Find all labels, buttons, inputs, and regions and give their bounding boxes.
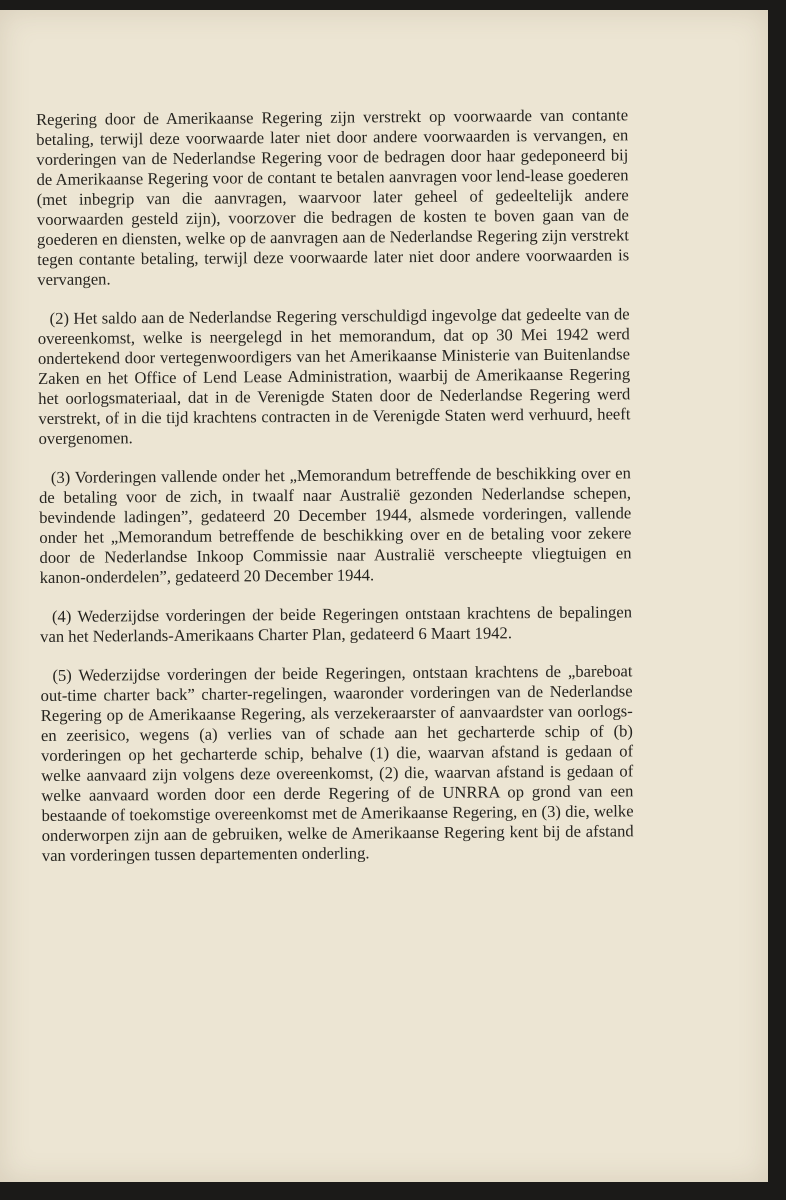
paragraph-2: (2) Het saldo aan de Nederlandse Regering verschuldigd ingevolge dat gedeelte van de overeenkomst, welke is neergelegd in het memorandum, dat op 30 Mei 1942 werd ondertekend door vertegenwoordigers van het Amerikaanse Ministerie van Buitenlandse Zaken en het Office of Lend Lease Administration, waarbij de Amerikaanse Regering het oorlogsmateriaal, dat in de Verenigde Staten door de Nederlandse Regering werd verstrekt, of in die tijd krachtens contracten in de Verenigde Staten werd verhuurd, heeft overgenomen.: [37, 304, 631, 448]
paragraph-3: (3) Vorderingen vallende onder het „Memorandum betreffende de beschikking over en de betaling voor de zich, in twaalf naar Australië gezonden Nederlandse schepen, bevindende ladingen”, gedateerd 20 December 1944, alsmede vorderingen, vallende onder het „Memorandum betreffende de beschikking over en de betaling voor zekere door de Nederlandse Inkoop Commissie naar Australië verscheepte vliegtuigen en kanon-onderdelen”, gedateerd 20 December 1944.: [38, 463, 632, 587]
document-text: [36, 105, 634, 885]
paragraph-4: (4) Wederzijdse vorderingen der beide Regeringen ontstaan krachtens de bepalingen van het Nederlands-Amerikaans Charter Plan, gedateerd 6 Maart 1942.: [40, 602, 633, 646]
document-page: [0, 10, 768, 1182]
paragraph-5: (5) Wederzijdse vorderingen der beide Regeringen, ontstaan krachtens de „bareboat out-time charter back” charter-regelingen, waaronder vorderingen van de Nederlandse Regering op de Amerikaanse Regering, als verzekeraarster of aanvaardster van oorlogs- en zeerisico, wegens (a) verlies van of schade aan het gecharterde schip of (b) vorderingen op het gecharterde schip, behalve (1) die, waarvan afstand is gedaan of welke aanvaard zijn volgens deze overeenkomst, (2) die, waarvan afstand is gedaan of welke aanvaard worden door een derde Regering of de UNRRA op grond van een bestaande of toekomstige overeenkomst met de Amerikaanse Regering, en (3) die, welke onderworpen zijn aan de gebruiken, welke de Amerikaanse Regering kent bij de afstand van vorderingen tussen departementen onderling.: [40, 661, 634, 865]
paragraph-continuation: Regering door de Amerikaanse Regering zijn verstrekt op voorwaarde van contante betaling, terwijl deze voorwaarde later niet door andere voorwaarden is vervangen, en vorderingen van de Nederlandse Regering voor de bedragen door haar gedeponeerd bij de Amerikaanse Regering voor de contant te betalen aanvragen voor lend-lease goederen (met inbegrip van die aanvragen, waarvoor later geheel of gedeeltelijk andere voorwaarden gesteld zijn), voorzover die bedragen de kosten te boven gaan van de goederen en diensten, welke op de aanvragen aan de Nederlandse Regering zijn verstrekt tegen contante betaling, terwijl deze voorwaarde later niet door andere voorwaarden is vervangen.: [36, 105, 630, 289]
